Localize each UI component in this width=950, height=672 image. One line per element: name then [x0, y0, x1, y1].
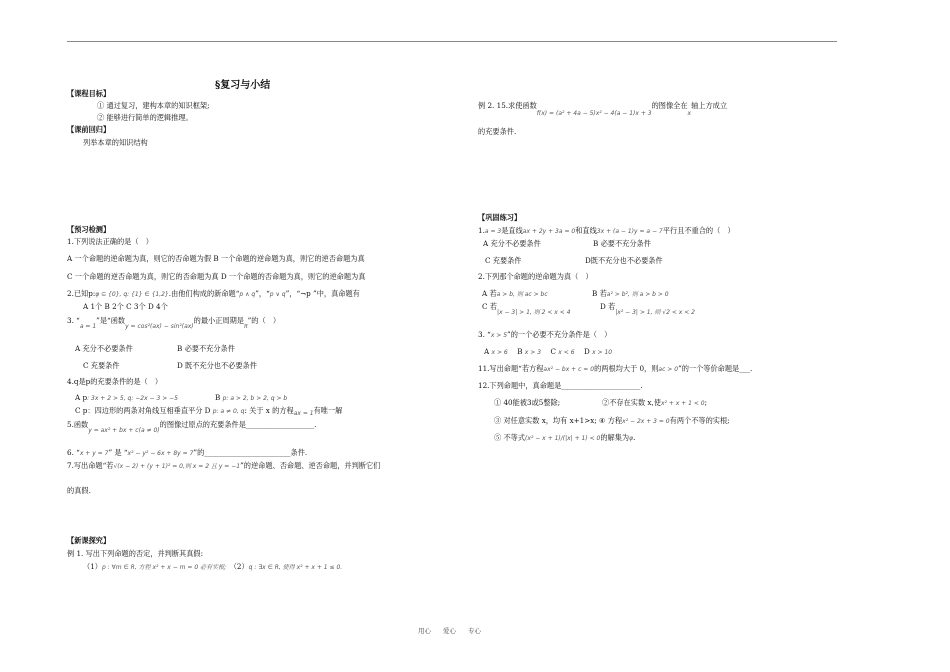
practice-12-1: ① 40能被3或5整除;	[494, 398, 561, 407]
goal-1: ① 通过复习，建构本章的知识框架;	[97, 101, 210, 110]
practice-1: 1.a = 3是直线ax + 2y + 3a = 0和直线3x + (a − 1)y = a − 7平行且不重合的（ ）	[478, 226, 735, 235]
practice-1-a: A 充分不必要条件	[483, 239, 541, 248]
practice-1-b: B 必要不充分条件	[593, 239, 651, 248]
question-4-a: A p: 3x + 2 > 5, q: −2x − 3 > −5	[75, 393, 178, 402]
question-3-d: D 既不充分也不必要条件	[177, 361, 257, 370]
question-3: 3. “$_{a = 1}$”是“函数$_{y = cos^2(ax) - sin^2(ax)}$的最小正周期是$_\pi$”的（ ）	[67, 316, 281, 330]
goal-2: ② 能够进行简单的逻辑推理。	[97, 113, 193, 122]
question-1-cd: C 一个命题的逆否命题为真，则它的否命题为真 D 一个命题的否命题为真，则它的逆命题为真	[67, 272, 366, 281]
practice-1-d: D既不充分也不必要条件	[585, 256, 663, 265]
question-4-cd: C p：四边形的两条对角线互相垂直平分 D p: a ≠ 0, q: 关于 x 的方程$_{ax = 1}$有唯一解	[75, 406, 343, 417]
practice-12-3: ③ 对任意实数 x，均有 x+1>x; ④ 方程x² − 2x + 3 = 0有两个不等的实根;	[494, 416, 730, 425]
question-7: 7.写出命题“若√(x − 2) + (y + 1)² = 0,则 x = 2 且 y = −1”的逆命题、否命题、逆否命题，并判断它们	[67, 461, 381, 470]
goals-heading: 【课程目标】	[67, 89, 111, 98]
practice-3: 3. “x > 5”的一个必要不充分条件是（ ）	[478, 330, 612, 339]
example-1: 例 1. 写出下列命题的否定，并判断其真假:	[67, 549, 204, 558]
question-7-cont: 的真假.	[67, 486, 91, 495]
practice-2-a: A 若a > b, 则 ac > bc	[482, 289, 548, 298]
question-2: 2.已知p:φ ⊆ {0}, q: {1} ∈ {1,2}.由他们构成的新命题“p ∧ q”，“p ∨ q”，“¬p ”中，真命题有	[67, 289, 360, 298]
preview-heading: 【预习检测】	[67, 225, 111, 234]
footer: 用心 爱心 专心	[418, 627, 481, 635]
question-1-ab: A 一个命题的逆命题为真，则它的否命题为假 B 一个命题的逆命题为真，则它的逆否命题为真	[67, 254, 365, 263]
practice-2-c: C 若$_{|x - 3| > 1, 则 2 < x < 4}$	[482, 302, 571, 316]
example-1-parts: （1）p : ∀m ∈ R, 方程 x² + x − m = 0 必有实根; （2）q : ∃x ∈ R, 使得 x² + x + 1 ≤ 0.	[83, 562, 343, 571]
practice-2-d: D 若$_{|x^2 - 3| > 1, 则 √2 < x < 2}$	[600, 302, 695, 316]
question-4-b: B p: a > 2, b > 2, q > b	[215, 393, 288, 402]
practice-1-c: C 充要条件	[485, 256, 522, 265]
practice-12-5: ⑤ 不等式(x² − x + 1)/(|x| + 1) < 0的解集为φ.	[494, 433, 636, 442]
page-title: §复习与小结	[215, 80, 271, 91]
question-3-a: A 充分不必要条件	[75, 344, 133, 353]
practice-2-b: B 若a² > b², 则 a > b > 0	[592, 289, 669, 298]
practice-12: 12.下列命题中，真命题是______________________.	[478, 381, 643, 390]
example-2-cont: 的充要条件.	[478, 127, 517, 136]
example-2: 例 2. 15.求使函数$_{f(x) = (a^2 + 4a - 5)x^2 - 4(a - 1)x + 3}$的图像全在$_x$轴上方成立	[478, 101, 728, 117]
practice-3-options: A x > 6 B x > 3 C x < 6 D x > 10	[484, 347, 613, 356]
new-lesson-heading: 【新课探究】	[67, 536, 111, 545]
practice-11: 11.写出命题“若方程ax² − bx + c = 0的两根均大于 0，则ac > 0”的一个等价命题是___.	[478, 364, 753, 373]
review-heading: 【课前回归】	[67, 125, 111, 134]
question-4: 4.q是p的充要条件的是（ ）	[67, 377, 163, 386]
practice-12-2: ②不存在实数 x,使x² + x + 1 < 0;	[602, 398, 708, 407]
question-3-b: B 必要不充分条件	[177, 344, 235, 353]
header-rule	[67, 41, 837, 42]
question-6: 6. “x + y = 7” 是 “x² − y² − 6x + 8y = 7”的________________________条件.	[67, 448, 308, 457]
question-2-options: A 1个 B 2个 C 3个 D 4个	[83, 302, 168, 311]
practice-2: 2.下列那个命题的逆命题为真（ ）	[478, 272, 593, 281]
practice-heading: 【巩固练习】	[478, 213, 522, 222]
question-5: 5.函数$_{y = ax^2 + bx + c(a \ne 0)}$的图像过原点的充要条件是___________________.	[67, 420, 317, 434]
question-1: 1.下列说法正确的是（ ）	[67, 237, 153, 246]
question-3-c: C 充要条件	[83, 361, 120, 370]
review-text: 列举本章的知识结构	[83, 138, 148, 147]
